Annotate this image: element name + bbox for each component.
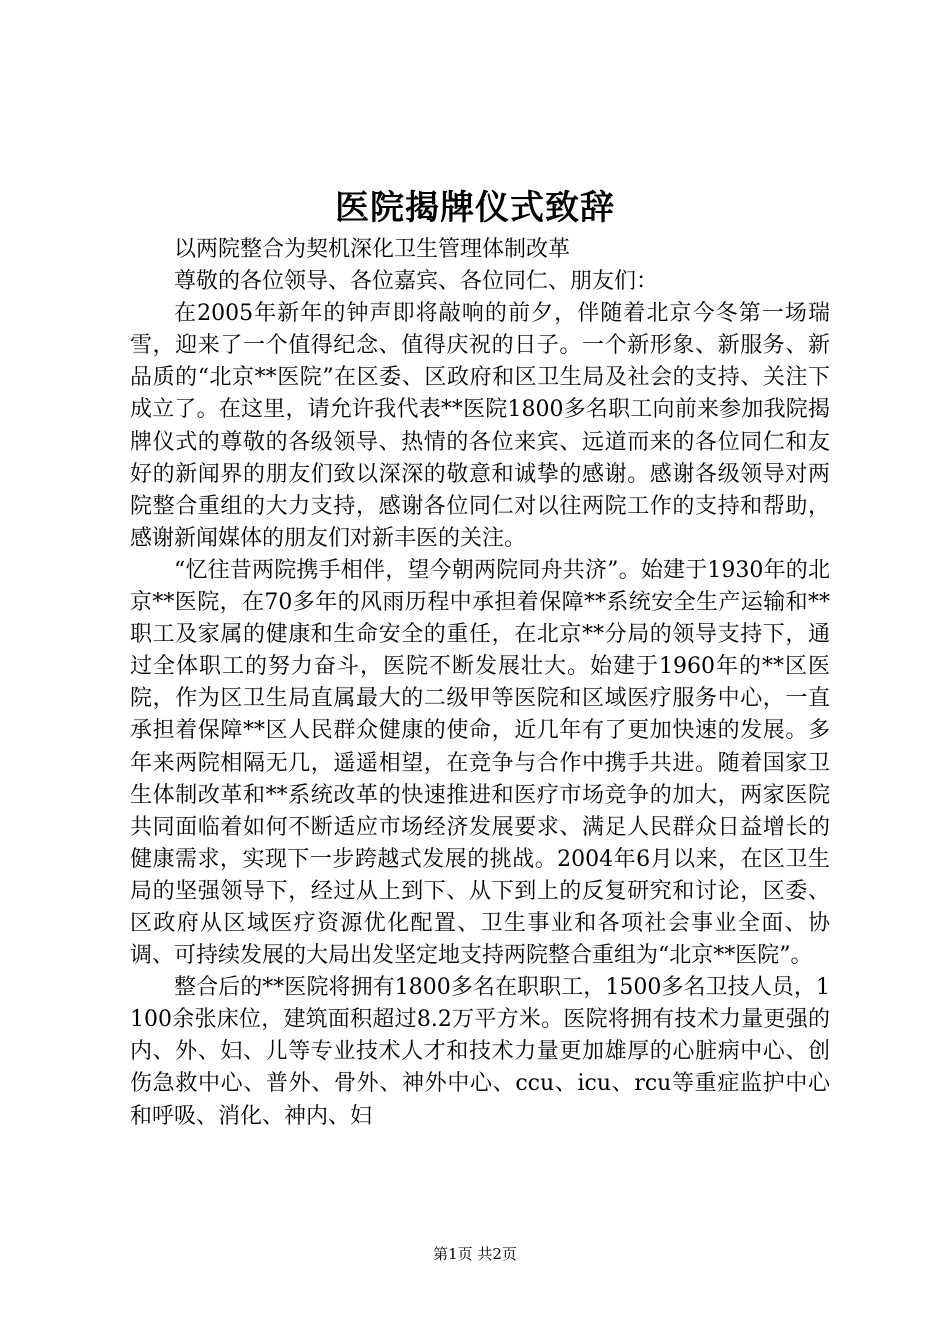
page-footer: 第1页 共2页 xyxy=(433,1245,517,1263)
subtitle-paragraph: 以两院整合为契机深化卫生管理体制改革 xyxy=(174,237,571,262)
salutation-paragraph: 尊敬的各位领导、各位嘉宾、各位同仁、朋友们： xyxy=(174,269,659,295)
document-title: 医院揭牌仪式致辞 xyxy=(335,188,615,228)
body-paragraph: 在2005年新年的钟声即将敲响的前夕，伴随着北京今冬第一场瑞雪，迎来了一个值得纪念、值得庆祝的日子。一个新形象、新服务、新品质的“北京**医院”在区委、区政府和区卫生局及社会的支持、关注下成立了。在这里，请允许我代表**医院1800多名职工向前来参加我院揭牌仪式的尊敬的各级领导、热情的各位来宾、远道而来的各位同仁和友好的新闻界的朋友们致以深深的敬意和诚挚的感谢。感谢各级领导对两院整合重组的大力支持，感谢各位同仁对以往两院工作的支持和帮助，感谢新闻媒体的朋友们对新丰医的关注。 xyxy=(130,301,830,551)
body-paragraph: 整合后的**医院将拥有1800多名在职职工，1500多名卫技人员，1100余张床位，建筑面积超过8.2万平方米。医院将拥有技术力量更强的内、外、妇、儿等专业技术人才和技术力量更加雄厚的心脏病中心、创伤急救中心、普外、骨外、神外中心、ccu、icu、rcu等重症监护中心和呼吸、消化、神内、妇 xyxy=(130,975,830,1129)
document-body xyxy=(130,234,830,1133)
body-paragraph: “忆往昔两院携手相伴，望今朝两院同舟共济”。始建于1930年的北京**医院，在70多年的风雨历程中承担着保障**系统安全生产运输和**职工及家属的健康和生命安全的重任，在北京**分局的领导支持下，通过全体职工的努力奋斗，医院不断发展壮大。始建于1960年的**区医院，作为区卫生局直属最大的二级甲等医院和区域医疗服务中心，一直承担着保障**区人民群众健康的使命，近几年有了更加快速的发展。多年来两院相隔无几，遥遥相望，在竞争与合作中携手共进。随着国家卫生体制改革和**系统改革的快速推进和医疗市场竞争的加大，两家医院共同面临着如何不断适应市场经济发展要求、满足人民群众日益增长的健康需求，实现下一步跨越式发展的挑战。2004年6月以来，在区卫生局的坚强领导下，经过从上到下、从下到上的反复研究和讨论，区委、区政府从区域医疗资源优化配置、卫生事业和各项社会事业全面、协调、可持续发展的大局出发坚定地支持两院整合重组为“北京**医院”。 xyxy=(130,557,830,969)
